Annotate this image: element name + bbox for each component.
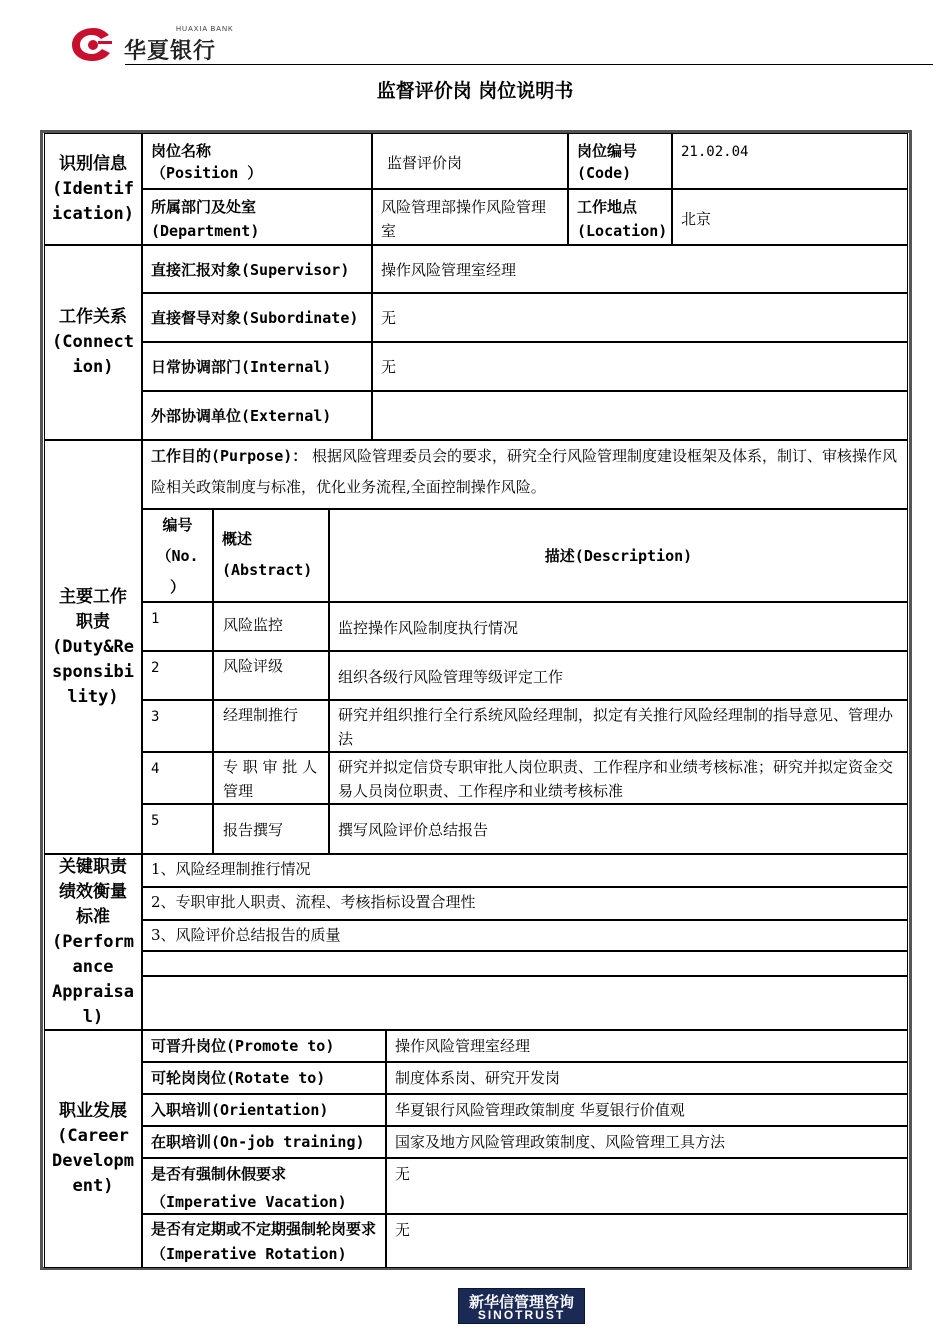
- code-label: 岗位编号 (Code): [568, 133, 672, 189]
- position-value: 监督评价岗: [372, 133, 568, 189]
- department-value: 风险管理部操作风险管理室: [372, 189, 568, 245]
- kpi-item-4: [142, 951, 908, 976]
- external-label: 外部协调单位(External): [142, 391, 372, 440]
- purpose-label: 工作目的(Purpose)：: [151, 447, 308, 465]
- promote-label: 可晋升岗位(Promote to): [142, 1030, 386, 1062]
- duty-no-4: 4: [142, 752, 213, 804]
- purpose-text: 根据风险管理委员会的要求，研究全行风险管理制度建设框架及体系，制订、审核操作风险相关政策制度与标准，优化业务流程,全面控制操作风险。: [151, 447, 898, 496]
- header-description: 描述(Description): [329, 509, 908, 602]
- position-label: 岗位名称 （Position ）: [142, 133, 372, 189]
- huaxia-logo-icon: [70, 26, 114, 62]
- header-no: 编号 （No. ）: [142, 509, 213, 602]
- rotate-value: 制度体系岗、研究开发岗: [386, 1062, 908, 1094]
- supervisor-label: 直接汇报对象(Supervisor): [142, 245, 372, 293]
- header-rule: [125, 64, 933, 65]
- brand-name-cn: 华夏银行: [124, 39, 217, 64]
- rotate-label: 可轮岗岗位(Rotate to): [142, 1062, 386, 1094]
- subordinate-label: 直接督导对象(Subordinate): [142, 293, 372, 342]
- vacation-label: 是否有强制休假要求 （Imperative Vacation): [142, 1158, 386, 1214]
- orientation-value: 华夏银行风险管理政策制度 华夏银行价值观: [386, 1094, 908, 1126]
- location-value: 北京: [672, 189, 908, 245]
- page-title: 监督评价岗 岗位说明书: [376, 80, 574, 102]
- kpi-item-3: 3、风险评价总结报告的质量: [142, 920, 908, 951]
- rotation-value: 无: [386, 1214, 908, 1268]
- duty-no-2: 2: [142, 651, 213, 700]
- duty-abstract-2: 风险评级: [213, 651, 329, 700]
- section-career: 职业发展 (Career Developm ent): [44, 1030, 142, 1268]
- duty-abstract-1: 风险监控: [213, 602, 329, 651]
- section-identification: 识别信息 (Identif ication): [44, 133, 142, 245]
- promote-value: 操作风险管理室经理: [386, 1030, 908, 1062]
- purpose-cell: [142, 440, 908, 509]
- duty-desc-3: 研究并组织推行全行系统风险经理制，拟定有关推行风险经理制的指导意见、管理办法: [329, 700, 908, 752]
- internal-label: 日常协调部门(Internal): [142, 342, 372, 391]
- brand-name-en: HUAXIA BANK: [176, 26, 234, 33]
- orientation-label: 入职培训(Orientation): [142, 1094, 386, 1126]
- duty-abstract-4: 专 职 审 批 人管理: [213, 752, 329, 804]
- duty-abstract-3: 经理制推行: [213, 700, 329, 752]
- subordinate-value: 无: [372, 293, 908, 342]
- duty-desc-5: 撰写风险评价总结报告: [329, 804, 908, 854]
- kpi-item-5: [142, 976, 908, 1030]
- duty-abstract-5: 报告撰写: [213, 804, 329, 854]
- external-value: [372, 391, 908, 440]
- duty-no-3: 3: [142, 700, 213, 752]
- onjob-training-value: 国家及地方风险管理政策制度、风险管理工具方法: [386, 1126, 908, 1158]
- duty-desc-2: 组织各级行风险管理等级评定工作: [329, 651, 908, 700]
- location-label: 工作地点 (Location): [568, 189, 672, 245]
- duty-no-1: 1: [142, 602, 213, 651]
- section-duty: 主要工作 职责 (Duty&Re sponsibi lity): [44, 440, 142, 854]
- department-label: 所属部门及处室 (Department): [142, 189, 372, 245]
- footer-name-cn: 新华信管理咨询: [468, 1293, 574, 1311]
- footer-name-en: SINOTRUST: [477, 1308, 566, 1322]
- code-value: 21.02.04: [672, 133, 908, 189]
- kpi-item-1: 1、风险经理制推行情况: [142, 854, 908, 887]
- rotation-label: 是否有定期或不定期强制轮岗要求（Imperative Rotation): [142, 1214, 386, 1268]
- header-abstract: 概述 (Abstract): [213, 509, 329, 602]
- onjob-training-label: 在职培训(On-job training): [142, 1126, 386, 1158]
- vacation-value: 无: [386, 1158, 908, 1214]
- kpi-item-2: 2、专职审批人职责、流程、考核指标设置合理性: [142, 887, 908, 920]
- bank-logo: [70, 26, 240, 66]
- internal-value: 无: [372, 342, 908, 391]
- section-performance: 关键职责 绩效衡量 标准 (Perform ance Appraisa l): [44, 854, 142, 1030]
- sinotrust-logo: [458, 1288, 585, 1324]
- duty-desc-1: 监控操作风险制度执行情况: [329, 602, 908, 651]
- section-connection: 工作关系 (Connect ion): [44, 245, 142, 440]
- supervisor-value: 操作风险管理室经理: [372, 245, 908, 293]
- duty-no-5: 5: [142, 804, 213, 854]
- duty-desc-4: 研究并拟定信贷专职审批人岗位职责、工作程序和业绩考核标准；研究并拟定资金交易人员岗位职责、工作程序和业绩考核标准: [329, 752, 908, 804]
